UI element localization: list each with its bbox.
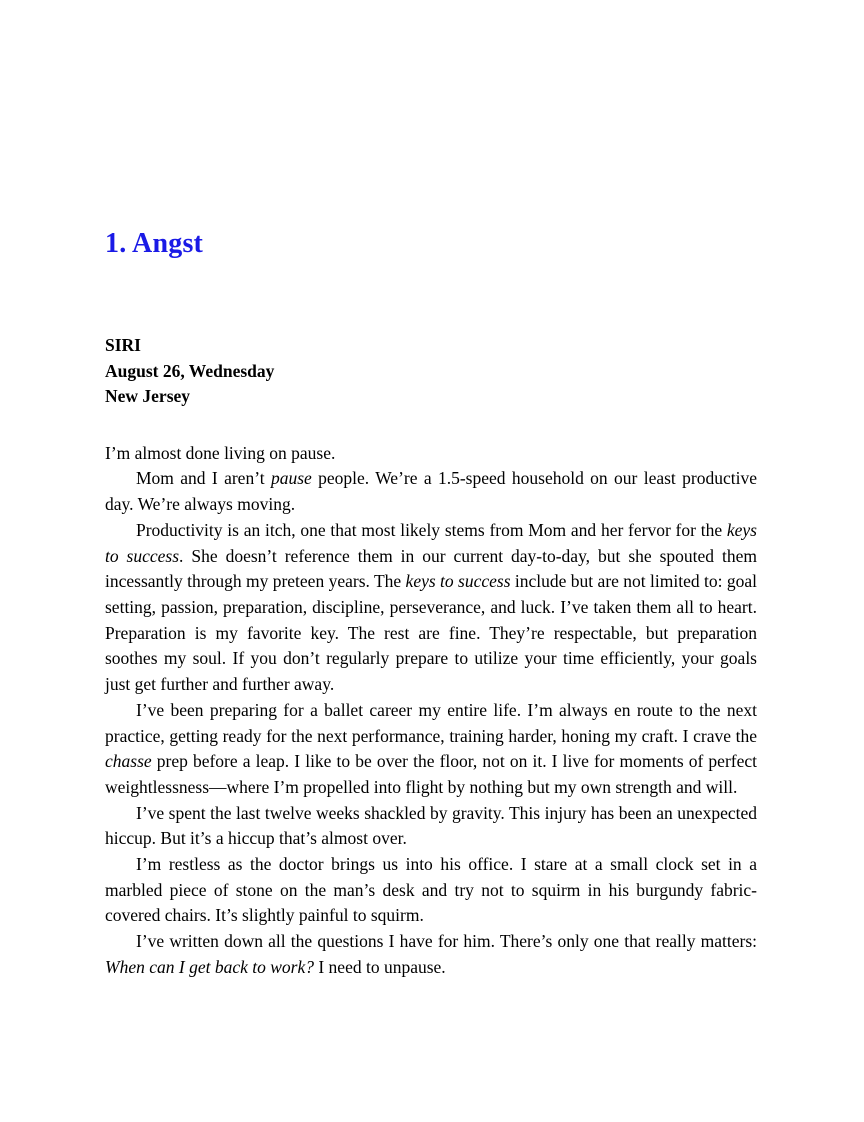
text-run: prep before a leap. I like to be over the floor, not on it. I live for moments of perfect weightlessness—where I’m propelled into flight by nothing but my own strength and will. [105, 751, 757, 797]
byline-date: August 26, Wednesday [105, 360, 275, 381]
byline-character: SIRI [105, 335, 141, 355]
italic-run: keys to success [405, 571, 511, 592]
paragraph [105, 466, 757, 517]
italic-run: keys to success [105, 519, 757, 566]
text-run: I’ve written down all the questions I have for him. There’s only one that really matters: [136, 931, 757, 952]
byline-block [105, 333, 757, 410]
text-run: I’ve been preparing for a ballet career my entire life. I’m always en route to the next practice, getting ready for the next performance, training harder, honing my craft. I crave the [105, 699, 757, 746]
text-run: Productivity is an itch, one that most likely stems from Mom and her fervor for the [136, 519, 727, 540]
paragraph [105, 518, 757, 698]
chapter-title: 1. Angst [105, 228, 204, 259]
italic-run: pause [270, 468, 312, 489]
text-run: people. We’re a 1.5-speed household on our least productive day. We’re always moving. [105, 468, 757, 515]
paragraph [105, 801, 757, 852]
text-run: I need to unpause. [313, 956, 446, 977]
byline-location: New Jersey [105, 386, 191, 407]
text-run: include but are not limited to: goal setting, passion, preparation, discipline, perseverance, and luck. I’ve taken them all to heart. Preparation is my favorite key. The rest are fine. They’re respectable, but preparation soothes my soul. If you don’t regularly prepare to utilize your time efficiently, your goals just get further and further away. [105, 571, 757, 695]
text-run: . She doesn’t reference them in our current day-to-day, but she spouted them incessantly through my preteen years. The [105, 545, 757, 592]
text-run: I’m restless as the doctor brings us into his office. I stare at a small clock set in a marbled piece of stone on the man’s desk and try not to squirm in his burgundy fabric-covered chairs. It’s slightly painful to squirm. [105, 854, 757, 926]
paragraph [105, 441, 757, 467]
paragraph [105, 698, 757, 801]
paragraph [105, 852, 757, 929]
paragraph [105, 929, 757, 980]
body-paragraphs [105, 441, 757, 981]
text-run: I’ve spent the last twelve weeks shackled by gravity. This injury has been an unexpected hiccup. But it’s a hiccup that’s almost over. [105, 802, 757, 849]
italic-run: chasse [105, 751, 152, 772]
italic-run: When can I get back to work? [105, 956, 314, 977]
text-run: Mom and I aren’t [136, 468, 271, 489]
text-run: I’m almost done living on pause. [105, 442, 336, 463]
